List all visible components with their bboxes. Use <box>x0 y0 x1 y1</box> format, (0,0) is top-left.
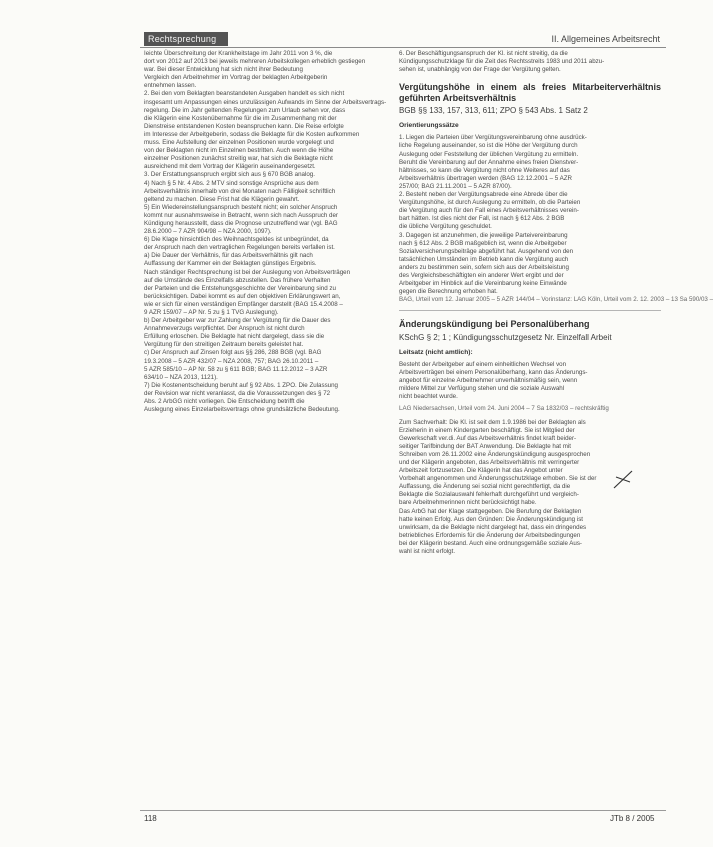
section-title-1: Vergütungshöhe in einem als freies Mitarbeiterverhältnis geführten Arbeitsverhältnis <box>399 82 661 103</box>
text-line: der Anspruch nach den vertraglichen Regelungen bereits verfallen ist. <box>144 244 335 252</box>
text-line: Auslegung eines Einzelarbeitsvertrags ohne grundsätzliche Bedeutung. <box>144 406 340 414</box>
text-line: Ieichte Überschreitung der Krankheitstage im Jahr 2011 von 3 %, die <box>144 50 333 57</box>
text-line: 9 AZR 159/07 – AP Nr. 5 zu § 1 TVG Auslegung). <box>144 309 279 316</box>
text-line: seitiger Tarifbindung der BAT Anwendung. Die Beklagte hat mit <box>399 442 571 450</box>
text-line: Auffassung der Kammer ein der Beklagten günstiges Ergebnis. <box>144 260 317 268</box>
text-line: 2. Besteht neben der Vergütungsabrede eine Abrede über die <box>399 191 568 199</box>
text-line: Arbeitsverhältnis innerhalb von drei Monaten nach Fälligkeit schriftlich <box>144 187 336 195</box>
section-divider <box>399 310 661 311</box>
text-line: 1. Liegen die Parteien über Vergütungsvereinbarung ohne ausdrück- <box>399 134 587 142</box>
text-line: Annahmeverzugs verpflichtet. Der Anspruch ist nicht durch <box>144 325 305 333</box>
law-reference-1: BGB §§ 133, 157, 313, 611; ZPO § 543 Abs. 1 Satz 2 <box>399 106 588 116</box>
text-line: Besteht der Arbeitgeber auf einem einheitlichen Wechsel von <box>399 360 567 368</box>
text-line: nicht beachtet wurde. <box>399 393 458 401</box>
text-line: Kündigung herausstellt, dass die Prognose unzutreffend war (vgl. BAG <box>144 219 338 227</box>
text-line: 5) Ein Wiedereinstellungsanspruch besteht nicht; ein solcher Anspruch <box>144 203 338 211</box>
text-line: Gewerkschaft ver.di. Auf das Arbeitsverhältnis findet kraft beider- <box>399 434 577 442</box>
text-line: dort von 2012 auf 2013 bei jeweils mehreren Arbeitskollegen erheblich gestiegen <box>144 58 366 66</box>
section-title-2: Änderungskündigung bei Personalüberhang <box>399 319 590 330</box>
text-line: liche Regelung auseinander, so ist die Höhe der Vergütung durch <box>399 142 578 150</box>
text-line: c) Der Anspruch auf Zinsen folgt aus §§ 286, 288 BGB (vgl. BAG <box>144 349 322 357</box>
text-line: muss. Eine Aufstellung der einzelnen Positionen wurde vorgelegt und <box>144 139 334 147</box>
text-line: gegen die Berechnung erhoben hat. <box>399 288 498 296</box>
text-line: geltend zu machen. Diese Frist hat die Klägerin gewahrt. <box>144 195 300 203</box>
text-line: Abs. 2 ArbGG nicht vorliegen. Die Entscheidung betrifft die <box>144 398 305 406</box>
page-number: 118 <box>144 814 157 823</box>
text-line: Schreiben vom 26.11.2002 eine Änderungskündigung ausgesprochen <box>399 450 591 458</box>
running-header: II. Allgemeines Arbeitsrecht <box>551 34 660 44</box>
text-line: Vorbehalt angenommen und Änderungsschutzklage erhoben. Sie ist der <box>399 475 597 483</box>
text-line: unwirksam, da die Beklagte nicht dargelegt hat, dass ein dringendes <box>399 523 587 531</box>
text-line: Arbeitsverhältnis übertragen werden (BAG 12.12.2001 – 5 AZR <box>399 174 573 182</box>
text-line: 6) Die Klage hinsichtlich des Weihnachtsgeldes ist unbegründet, da <box>144 236 329 244</box>
orientation-heading: Orientierungssätze <box>399 122 459 130</box>
text-line: war. Bei dieser Entwicklung hat sich nicht ihrer Bedeutung <box>144 66 303 74</box>
text-line: 7) Die Kostenentscheidung beruht auf § 92 Abs. 1 ZPO. Die Zulassung <box>144 381 338 389</box>
text-line: 19.3.2008 – 5 AZR 432/07 – NZA 2008, 757; BAG 26.10.2011 – <box>144 357 319 365</box>
text-line: Zum Sachverhalt: Die Kl. ist seit dem 1.9.1986 bei der Beklagten als <box>399 418 586 426</box>
text-line: 28.6.2000 – 7 AZR 904/98 – NZA 2000, 1097). <box>144 228 272 236</box>
text-line: von der Beklagten nicht im Einzelnen bestritten. Auch wenn die Höhe <box>144 147 334 155</box>
text-line: die übliche Vergütung geschuldet. <box>399 223 492 231</box>
text-line: Vergütung für den streitigen Zeitraum bereits geleistet hat. <box>144 341 304 349</box>
text-line: Arbeitgeber im Hinblick auf die Vereinbarung keine Einwände <box>399 280 567 288</box>
text-line: die Klägerin eine Kostenübernahme für die im Zusammenhang mit der <box>144 114 337 122</box>
text-line: einzelner Positionen zunächst streitig war, hat sich die Beklagte nicht <box>144 155 333 163</box>
text-line: Arbeitsverträgen bei einem Personalüberhang, kann das Änderungs- <box>399 369 588 377</box>
text-line: 6. Der Beschäftigungsanspruch der Kl. ist nicht streitig, da die <box>399 50 568 57</box>
text-line: die Vergütung auch für den Fall eines Arbeitsverhältnisses verein- <box>399 207 579 215</box>
section1-body <box>399 134 661 296</box>
text-line: a) Die Dauer der Verhältnis, für das Arbeitsverhältnis gilt nach <box>144 252 313 260</box>
text-line: Beruht die Vereinbarung auf der Annahme eines freien Dienstver- <box>399 158 579 166</box>
text-line: nach § 612 Abs. 2 BGB maßgeblich ist, wenn die Arbeitgeber <box>399 239 567 247</box>
text-line: angebot für einzelne Arbeitnehmer unverhältnismäßig sein, wenn <box>399 377 578 385</box>
text-line: insgesamt um Anpassungen eines unzulässigen Aufwands im Sinne der Arbeitsvertrags- <box>144 98 387 106</box>
text-line: mildere Mittel zur Verfügung stehen und die soziale Auswahl <box>399 385 565 393</box>
header-rule <box>140 47 666 48</box>
text-line: 4) Nach § 5 Nr. 4 Abs. 2 MTV sind sonstige Ansprüche aus dem <box>144 179 319 187</box>
text-line: und der Klägerin angeboten, das Arbeitsverhältnis mit verringerter <box>399 458 580 466</box>
text-line: hatte keinen Erfolg. Aus den Gründen: Die Änderungskündigung ist <box>399 515 584 523</box>
left-column <box>144 50 399 414</box>
text-line: 634/10 – NZA 2013, 1121). <box>144 373 218 381</box>
text-line: wie er sich für einen verständigen Empfänger darstellt (BAG 15.4.2008 – <box>144 300 343 308</box>
text-line: Nach ständiger Rechtsprechung ist bei der Auslegung von Arbeitsverträgen <box>144 268 351 276</box>
text-line: Auffassung, die Änderung sei sozial nicht gerechtfertigt, da die <box>399 483 571 491</box>
journal-issue: JTb 8 / 2005 <box>610 814 655 823</box>
text-line: berücksichtigen. Dabei kommt es auf den objektiven Erklärungswert an, <box>144 292 341 300</box>
text-line: Sozialversicherungsbeiträge abgeführt hat. Ausgehend von den <box>399 247 574 255</box>
text-line: Auslegung oder Feststellung der üblichen Vergütung zu ermitteln. <box>399 150 579 158</box>
text-line: bare Arbeitnehmerinnen nicht berücksichtigt habe. <box>399 499 537 507</box>
leitsatz-heading: Leitsatz (nicht amtlich): <box>399 348 473 356</box>
text-line: bei der Klägerin bestand. Auch eine ordnungsgemäße soziale Aus- <box>399 539 582 547</box>
text-line: Vergleich den Arbeitnehmer im Vortrag der beklagten Arbeitgeberin <box>144 74 328 82</box>
text-line: Arbeitszeit fortzusetzen. Die Klägerin hat das Angebot unter <box>399 467 563 475</box>
text-line: anders zu bestimmen sein, sofern sich aus der Arbeitsleistung <box>399 263 569 271</box>
text-line: Erzieherin in einem Kindergarten beschäftigt. Sie ist Mitglied der <box>399 426 575 434</box>
text-line: 3. Der Erstattungsanspruch ergibt sich aus § 670 BGB analog. <box>144 171 315 179</box>
text-line: wahl ist nicht erfolgt. <box>399 548 456 555</box>
section-badge: Rechtsprechung <box>144 32 228 46</box>
text-line: 2. Bei den vom Beklagten beanstandeten Ausgaben handelt es sich nicht <box>144 90 345 98</box>
text-line: betriebliches Erfordernis für die Änderung der Arbeitsbedingungen <box>399 531 581 539</box>
text-line: Dienstreise entstandenen Kosten beanspruchen kann. Die Reise erfolgte <box>144 122 344 130</box>
text-line: hältnisses, so kann die Vergütung nicht ohne Weiteres auf das <box>399 166 570 174</box>
text-line: Das ArbG hat der Klage stattgegeben. Die Berufung der Beklagten <box>399 507 582 515</box>
text-line: im Interesse der Arbeitgeberin, sodass die Beklagte für die Kosten aufkommen <box>144 130 360 138</box>
text-line: sehen ist, unabhängig von der Frage der Vergütung gelten. <box>399 66 561 74</box>
text-line: Erfüllung erloschen. Die Beklagte hat nicht dargelegt, dass sie die <box>144 333 325 341</box>
text-line: auf die Umstände des Einzelfalls abzustellen. Das frühere Verhalten <box>144 276 331 284</box>
text-line: der Revision war nicht veranlasst, da die Voraussetzungen des § 72 <box>144 389 331 397</box>
text-line: der Parteien und die Entstehungsgeschichte der Vereinbarung sind zu <box>144 284 336 292</box>
text-line: Beklagte die Sozialauswahl fehlerhaft durchgeführt und vergleich- <box>399 491 579 499</box>
text-line: 3. Dagegen ist anzunehmen, die jeweilige Parteivereinbarung <box>399 231 568 239</box>
text-line: 5 AZR 585/10 – AP Nr. 58 zu § 611 BGB; BAG 11.12.2012 – 3 AZR <box>144 365 328 373</box>
text-line: regelung. Die im Jahr geltenden Regelungen zum Urlaub sehen vor, dass <box>144 106 346 114</box>
text-line: Kündigungsschutzklage für die Zeit des Rechtsstreits 1983 und 2011 abzu- <box>399 58 605 66</box>
court-reference-1: BAG, Urteil vom 12. Januar 2005 – 5 AZR 144/04 – Vorinstanz: LAG Köln, Urteil vom 2. 12. 2003 – 13 Sa 590/03 – <box>399 296 713 304</box>
right-intro <box>399 50 661 74</box>
pen-mark-icon <box>612 468 636 490</box>
text-line: Vergütungshöhe, ist durch Auslegung zu ermitteln, ob die Parteien <box>399 199 581 207</box>
text-line: des Vergleichsbeschäftigten ein anderer Wert ergibt und der <box>399 271 564 279</box>
text-line: bart hätten. Ist dies nicht der Fall, ist nach § 612 Abs. 2 BGB <box>399 215 565 223</box>
text-line: kommt nur ausnahmsweise in Betracht, wenn sich nach Ausspruch der <box>144 211 338 219</box>
footer-rule <box>140 810 666 811</box>
text-line: entnehmen lassen. <box>144 82 197 90</box>
text-line: tatsächlichen Umständen im Betrieb kann die Vergütung auch <box>399 255 569 263</box>
text-line: 257/00; BAG 21.11.2001 – 5 AZR 87/00). <box>399 182 512 190</box>
text-line: b) Der Arbeitgeber war zur Zahlung der Vergütung für die Dauer des <box>144 317 331 325</box>
text-line: ausreichend mit dem Vortrag der Klägerin auseinandergesetzt. <box>144 163 316 171</box>
law-reference-2: KSchG § 2; 1 ; Kündigungsschutzgesetz Nr. Einzelfall Arbeit <box>399 332 612 342</box>
court-reference-2: LAG Niedersachsen, Urteil vom 24. Juni 2004 – 7 Sa 1832/03 – rechtskräftig <box>399 405 609 413</box>
leitsatz-body <box>399 361 661 401</box>
